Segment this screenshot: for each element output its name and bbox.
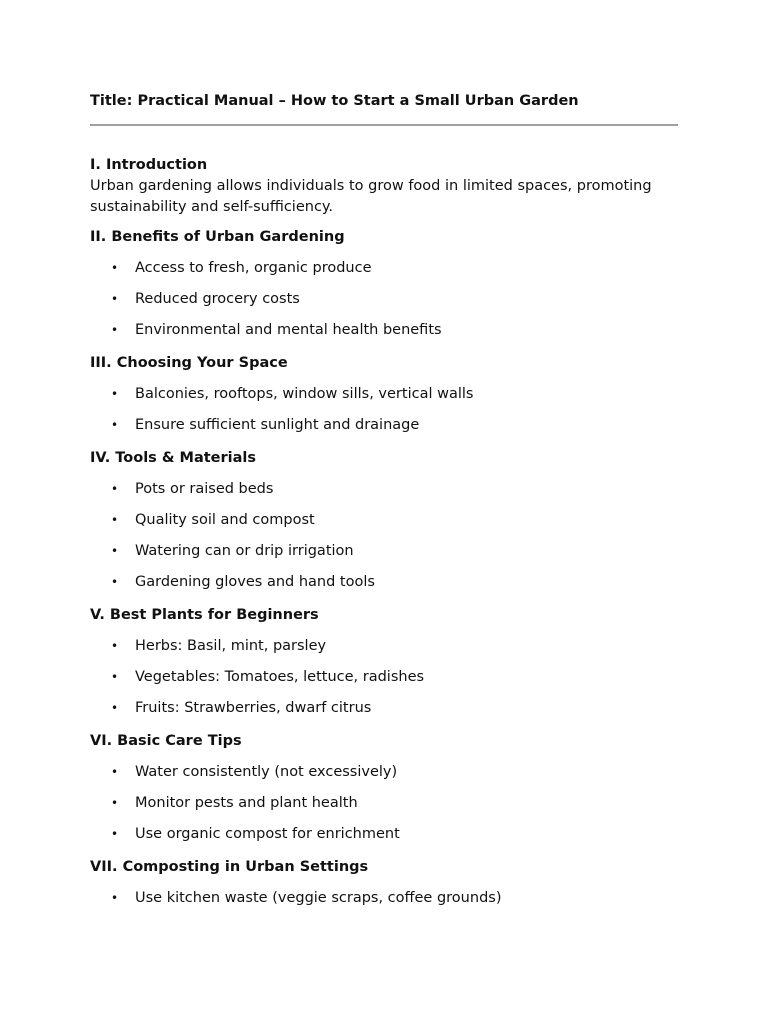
bullet-item: • Water consistently (not excessively) xyxy=(90,761,678,792)
section-tools-materials xyxy=(90,447,678,602)
bullet-list xyxy=(90,257,678,350)
bullet-dot-icon: • xyxy=(111,323,119,337)
bullet-list xyxy=(90,383,678,445)
bullet-dot-icon: • xyxy=(111,387,119,401)
bullet-list xyxy=(90,635,678,728)
bullet-dot-icon: • xyxy=(111,418,119,432)
bullet-item: • Vegetables: Tomatoes, lettuce, radishes xyxy=(90,666,678,697)
bullet-dot-icon: • xyxy=(111,796,119,810)
bullet-dot-icon: • xyxy=(111,765,119,779)
document-page xyxy=(90,91,678,920)
bullet-item: • Quality soil and compost xyxy=(90,509,678,540)
bullet-item: • Monitor pests and plant health xyxy=(90,792,678,823)
section-heading: III. Choosing Your Space xyxy=(90,355,288,371)
section-care-tips xyxy=(90,730,678,854)
section-heading: VII. Composting in Urban Settings xyxy=(90,859,369,875)
document-sections xyxy=(90,154,678,918)
bullet-dot-icon: • xyxy=(111,670,119,684)
section-heading: II. Benefits of Urban Gardening xyxy=(90,229,345,245)
bullet-item: • Herbs: Basil, mint, parsley xyxy=(90,635,678,666)
title-divider xyxy=(90,124,678,126)
section-heading: IV. Tools & Materials xyxy=(90,450,257,466)
bullet-dot-icon: • xyxy=(111,482,119,496)
bullet-dot-icon: • xyxy=(111,261,119,275)
bullet-dot-icon: • xyxy=(111,513,119,527)
bullet-item: • Environmental and mental health benefits xyxy=(90,319,678,350)
bullet-item: • Ensure sufficient sunlight and drainage xyxy=(90,414,678,445)
bullet-dot-icon: • xyxy=(111,544,119,558)
bullet-item: • Fruits: Strawberries, dwarf citrus xyxy=(90,697,678,728)
bullet-list xyxy=(90,887,678,918)
bullet-item: • Balconies, rooftops, window sills, vertical walls xyxy=(90,383,678,414)
bullet-item: • Gardening gloves and hand tools xyxy=(90,571,678,602)
section-best-plants xyxy=(90,604,678,728)
bullet-item: • Use kitchen waste (veggie scraps, coffee grounds) xyxy=(90,887,678,918)
section-composting xyxy=(90,856,678,918)
bullet-list xyxy=(90,478,678,602)
section-heading: I. Introduction xyxy=(90,157,208,173)
bullet-list xyxy=(90,761,678,854)
document-title: Title: Practical Manual – How to Start a Small Urban Garden xyxy=(90,93,579,109)
bullet-dot-icon: • xyxy=(111,827,119,841)
section-choosing-space xyxy=(90,352,678,445)
section-heading: VI. Basic Care Tips xyxy=(90,733,242,749)
bullet-dot-icon: • xyxy=(111,292,119,306)
bullet-item: • Access to fresh, organic produce xyxy=(90,257,678,288)
bullet-item: • Reduced grocery costs xyxy=(90,288,678,319)
bullet-item: • Use organic compost for enrichment xyxy=(90,823,678,854)
section-introduction xyxy=(90,154,678,218)
bullet-dot-icon: • xyxy=(111,575,119,589)
bullet-item: • Pots or raised beds xyxy=(90,478,678,509)
section-heading: V. Best Plants for Beginners xyxy=(90,607,319,623)
bullet-dot-icon: • xyxy=(111,639,119,653)
section-benefits xyxy=(90,226,678,350)
section-body-text: Urban gardening allows individuals to grow food in limited spaces, promoting sustainability and self-sufficiency. xyxy=(90,178,652,215)
bullet-dot-icon: • xyxy=(111,891,119,905)
bullet-dot-icon: • xyxy=(111,701,119,715)
bullet-item: • Watering can or drip irrigation xyxy=(90,540,678,571)
